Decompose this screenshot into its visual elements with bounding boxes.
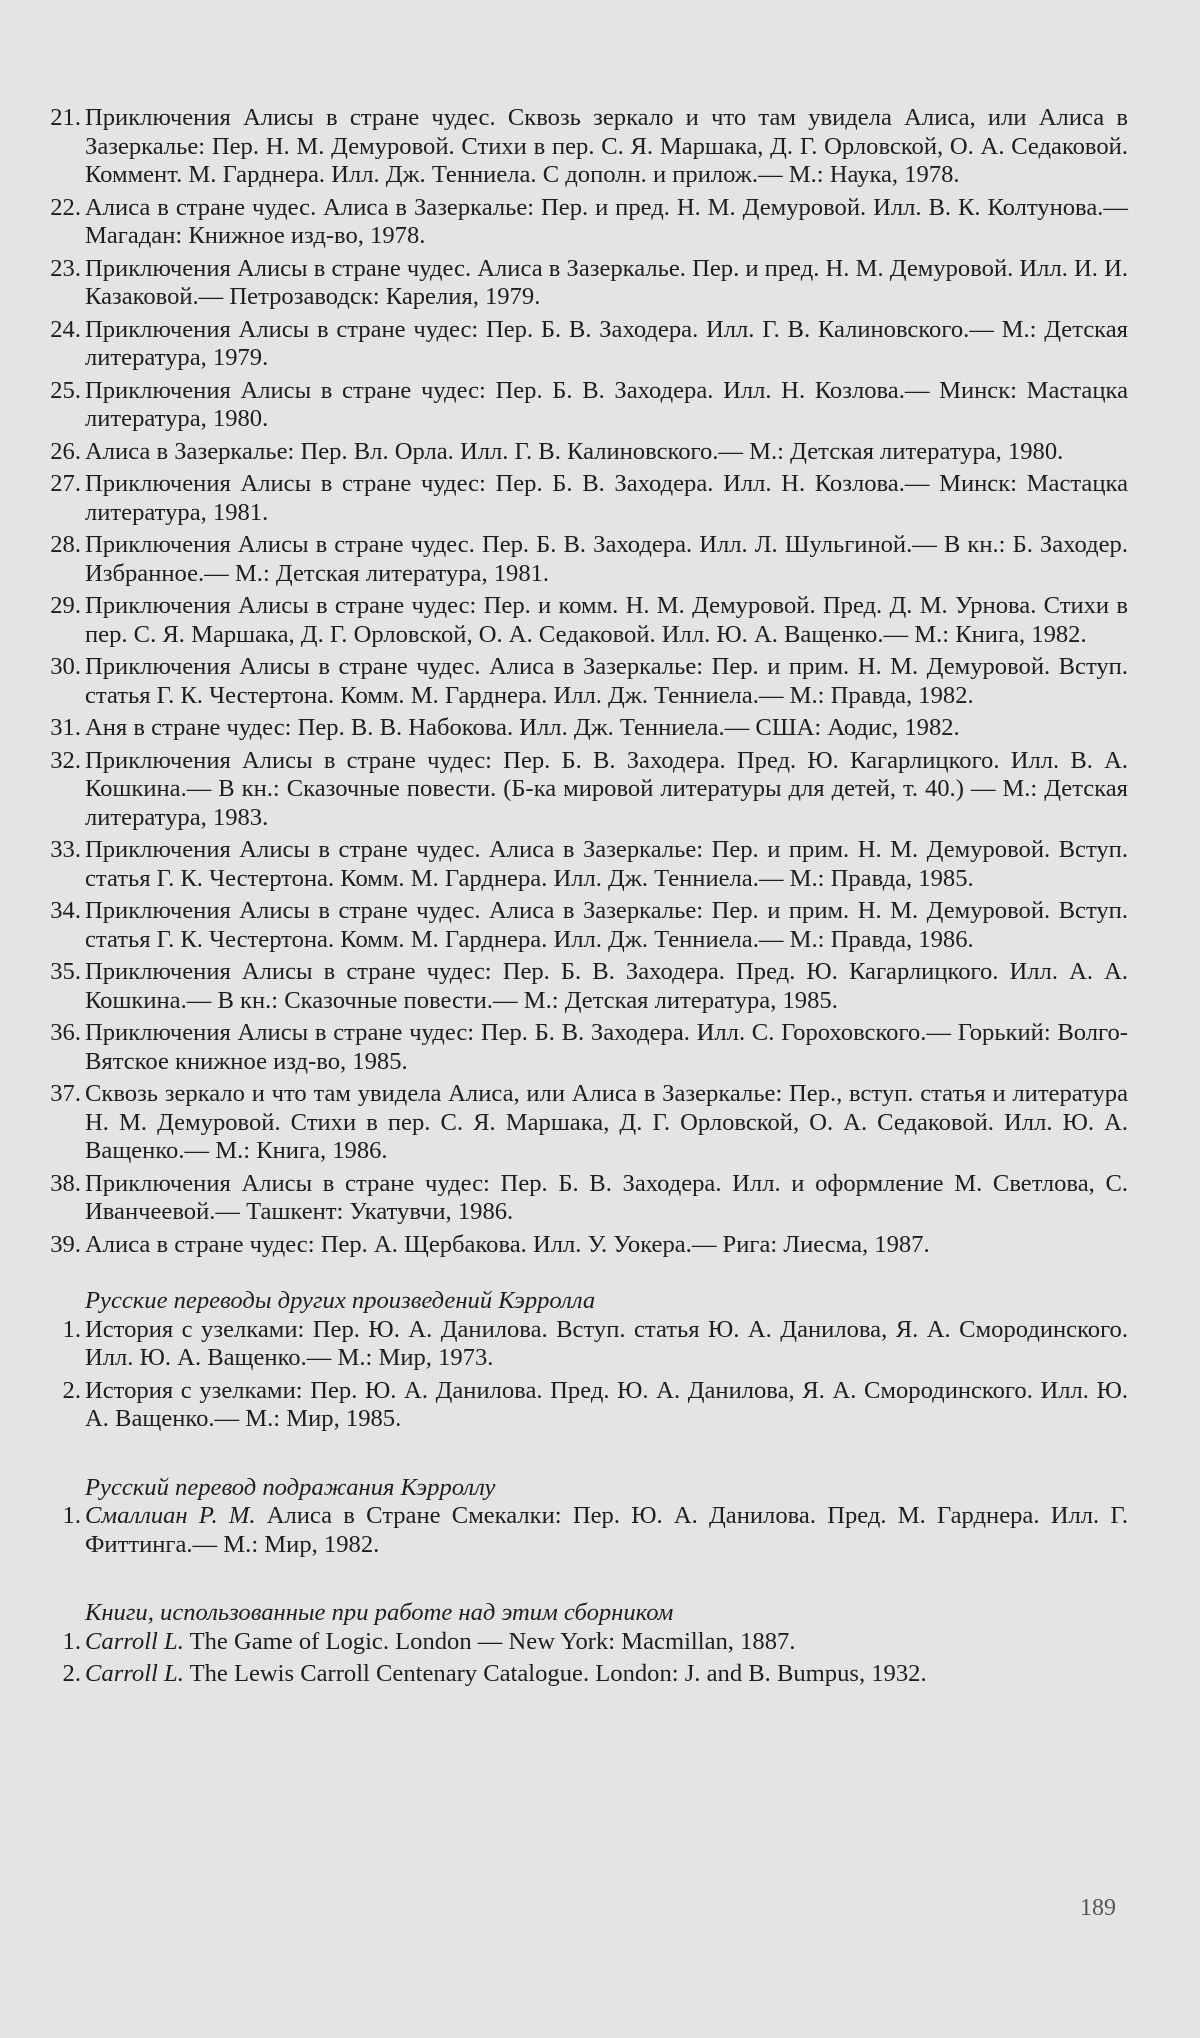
item-text: Сквозь зеркало и что там увидела Алиса, или Алиса в Зазеркалье: Пер., вступ. статья и литература Н. М. Демуровой. Стихи в пер. С. Я. Маршака, Д. Г. Орловской, О. А. Седаковой. Илл. Ю. А. Ващенко.— М.: Книга, 1986. [85,1080,1128,1164]
item-number: 26. [50,437,81,465]
bibliography-list [0,104,1200,1259]
item-number: 27. [50,470,81,497]
item-text: Алиса в стране чудес. Алиса в Зазеркалье: Пер. и пред. Н. М. Демуровой. Илл. В. К. Колтунова.— Магадан: Книжное изд-во, 1978. [85,193,1128,249]
item-text: Приключения Алисы в стране чудес: Пер. Б. В. Заходера. Илл. и оформление М. Светлова, С. Иванчеевой.— Ташкент: Укатувчи, 1986. [85,1169,1128,1225]
item-text: Приключения Алисы в стране чудес. Алиса в Зазеркалье: Пер. и прим. Н. М. Демуровой. Вступ. статья Г. К. Честертона. Комм. М. Гарднера. Илл. Дж. Тенниела.— М.: Правда, 1986. [85,897,1128,953]
item-number: 2. [62,1376,81,1404]
item-number: 39. [50,1230,81,1258]
item-text: Приключения Алисы в стране чудес: Пер. Б. В. Заходера. Илл. С. Гороховского.— Горький: Волго-Вятское книжное изд-во, 1985. [85,1019,1128,1075]
list-item [50,104,1128,190]
page-content [0,104,1200,1693]
item-author: Carroll L. [85,1627,184,1655]
item-text: Приключения Алисы в стране чудес. Алиса в Зазеркалье. Пер. и пред. Н. М. Демуровой. Илл. И. И. Казаковой.— Петрозаводск: Карелия, 1979. [85,254,1128,310]
item-text: Приключения Алисы в стране чудес. Алиса в Зазеркалье: Пер. и прим. Н. М. Демуровой. Вступ. статья Г. К. Честертона. Комм. М. Гарднера. Илл. Дж. Тенниела.— М.: Правда, 1982. [85,653,1128,709]
section-heading-used-books: Книги, использованные при работе над этим сборником [85,1599,674,1626]
list-item [50,836,1128,893]
item-number: 21. [50,104,81,131]
item-number: 1. [62,1315,81,1343]
item-text [85,1502,1128,1559]
item-author: Смаллиан Р. М. [85,1502,256,1529]
list-item [62,1660,1128,1689]
list-item [50,1080,1128,1166]
item-number: 37. [50,1080,81,1107]
item-number: 28. [50,531,81,558]
other-works-list [0,1316,1200,1434]
item-text: Приключения Алисы в стране чудес: Пер. Б. В. Заходера. Илл. Н. Козлова.— Минск: Мастацка литература, 1981. [85,470,1128,526]
item-number: 32. [50,746,81,774]
item-text: Приключения Алисы в стране чудес: Пер. Б. В. Заходера. Пред. Ю. Кагарлицкого. Илл. В. А. Кошкина.— В кн.: Сказочные повести. (Б-ка мировой литературы для детей, т. 40.) — М.: Детская литература, 1983. [85,746,1128,831]
list-item [50,592,1128,649]
item-text: Приключения Алисы в стране чудес: Пер. Б. В. Заходера. Илл. Н. Козлова.— Минск: Мастацка литература, 1980. [85,376,1128,432]
list-item [62,1376,1128,1434]
list-item [50,193,1128,251]
item-number: 31. [50,714,81,741]
list-item [50,315,1128,373]
item-number: 29. [50,592,81,619]
list-item [62,1627,1128,1657]
section-heading-other-works: Русские переводы других произведений Кэрролла [85,1287,596,1314]
item-number: 1. [62,1627,81,1655]
item-number: 35. [50,958,81,985]
item-text: Приключения Алисы в стране чудес: Пер. Б. В. Заходера. Пред. Ю. Кагарлицкого. Илл. А. А. Кошкина.— В кн.: Сказочные повести.— М.: Детская литература, 1985. [85,958,1128,1014]
list-item [50,746,1128,833]
item-number: 36. [50,1019,81,1046]
item-text: История с узелками: Пер. Ю. А. Данилова. Вступ. статья Ю. А. Данилова, Я. А. Смородинского. Илл. Ю. А. Ващенко.— М.: Мир, 1973. [85,1315,1128,1371]
item-text: Приключения Алисы в стране чудес. Сквозь зеркало и что там увидела Алиса, или Алиса в Зазеркалье: Пер. Н. М. Демуровой. Стихи в пер. С. Я. Маршака, Д. Г. Орловской, О. А. Седаковой. Коммент. М. Гарднера. Илл. Дж. Тенниела. С дополн. и прилож.— М.: Наука, 1978. [85,104,1128,188]
item-text: Приключения Алисы в стране чудес. Алиса в Зазеркалье: Пер. и прим. Н. М. Демуровой. Вступ. статья Г. К. Честертона. Комм. М. Гарднера. Илл. Дж. Тенниела.— М.: Правда, 1985. [85,836,1128,892]
section-heading-imitation: Русский перевод подражания Кэрроллу [85,1473,496,1501]
item-number: 38. [50,1169,81,1197]
list-item [50,470,1128,527]
list-item [50,958,1128,1015]
list-item [50,714,1128,743]
list-item [50,1019,1128,1076]
item-text: Приключения Алисы в стране чудес. Пер. Б. В. Заходера. Илл. Л. Шульгиной.— В кн.: Б. Заходер. Избранное.— М.: Детская литература, 1981. [85,531,1128,587]
item-number: 34. [50,897,81,924]
list-item [50,531,1128,588]
list-item [50,1230,1128,1260]
item-author: Carroll L. [85,1660,184,1687]
list-item [50,376,1128,434]
imitation-list [0,1502,1200,1559]
item-description: The Game of Logic. London — New York: Macmillan, 1887. [183,1627,796,1655]
used-books-list [0,1628,1200,1689]
item-text [85,1628,1128,1657]
item-number: 23. [50,254,81,282]
item-text [85,1660,1128,1689]
list-item [62,1315,1128,1373]
list-item [50,254,1128,312]
item-description: Алиса в Стране Смекалки: Пер. Ю. А. Данилова. Пред. М. Гарднера. Илл. Г. Фиттинга.— М.: Мир, 1982. [85,1502,1128,1558]
item-number: 1. [62,1502,81,1529]
item-number: 24. [50,315,81,343]
list-item [50,653,1128,710]
list-item [50,1169,1128,1227]
item-text: Алиса в стране чудес: Пер. А. Щербакова. Илл. У. Уокера.— Рига: Лиесма, 1987. [85,1230,930,1258]
item-text: Приключения Алисы в стране чудес: Пер. и комм. Н. М. Демуровой. Пред. Д. М. Урнова. Стихи в пер. С. Я. Маршака, Д. Г. Орловской, О. А. Седаковой. Илл. Ю. А. Ващенко.— М.: Книга, 1982. [85,592,1128,648]
item-text: Приключения Алисы в стране чудес: Пер. Б. В. Заходера. Илл. Г. В. Калиновского.— М.: Детская литература, 1979. [85,315,1128,371]
page-number: 189 [1080,1895,1116,1921]
item-text: Алиса в Зазеркалье: Пер. Вл. Орла. Илл. Г. В. Калиновского.— М.: Детская литература, 1980. [85,437,1064,465]
item-number: 30. [50,653,81,680]
list-item [50,437,1128,467]
item-number: 33. [50,836,81,863]
item-number: 2. [62,1660,81,1687]
item-text: История с узелками: Пер. Ю. А. Данилова. Пред. Ю. А. Данилова, Я. А. Смородинского. Илл. Ю. А. Ващенко.— М.: Мир, 1985. [85,1376,1128,1432]
item-text: Аня в стране чудес: Пер. В. В. Набокова. Илл. Дж. Тенниела.— США: Аодис, 1982. [85,714,960,741]
item-description: The Lewis Carroll Centenary Catalogue. London: J. and B. Bumpus, 1932. [183,1660,927,1687]
item-number: 25. [50,376,81,404]
list-item [62,1502,1128,1559]
list-item [50,897,1128,954]
item-number: 22. [50,193,81,221]
